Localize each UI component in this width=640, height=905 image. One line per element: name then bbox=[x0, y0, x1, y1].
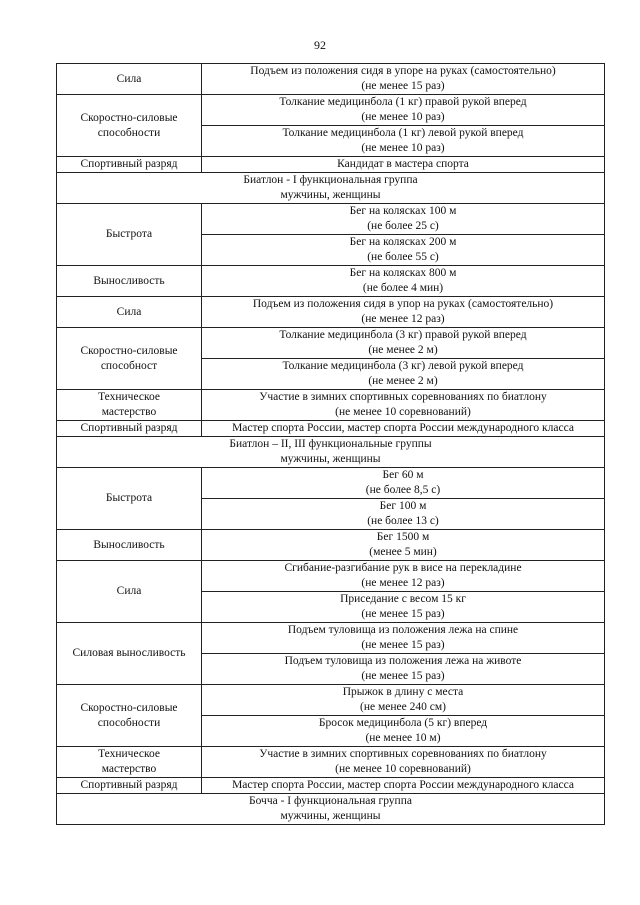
table-row bbox=[57, 266, 605, 297]
table-row bbox=[57, 685, 605, 716]
test-cell bbox=[202, 623, 605, 654]
test-cell bbox=[202, 266, 605, 297]
table-row bbox=[57, 778, 605, 794]
category-label: Техническое bbox=[98, 391, 160, 403]
table-row bbox=[57, 157, 605, 173]
test-name: Бег 1500 м bbox=[376, 531, 430, 543]
test-name: Бег 100 м bbox=[379, 500, 427, 512]
test-norm: (не менее 2 м) bbox=[368, 375, 438, 387]
category-label: Спортивный разряд bbox=[80, 422, 178, 434]
table-row bbox=[57, 64, 605, 95]
test-cell bbox=[202, 685, 605, 716]
test-name: Толкание медицинбола (1 кг) левой рукой вперед bbox=[282, 127, 524, 139]
section-header-line: Биатлон - I функциональная группа bbox=[243, 174, 418, 186]
category-cell bbox=[57, 328, 202, 390]
table-row bbox=[57, 623, 605, 654]
test-cell bbox=[202, 204, 605, 235]
category-cell bbox=[57, 530, 202, 561]
test-name: Участие в зимних спортивных соревнованиях по биатлону bbox=[259, 748, 547, 760]
test-norm: (не менее 12 раз) bbox=[361, 577, 445, 589]
table-row bbox=[57, 328, 605, 359]
test-norm: (не менее 240 см) bbox=[360, 701, 446, 713]
test-cell bbox=[202, 530, 605, 561]
category-cell bbox=[57, 561, 202, 623]
standards-table bbox=[56, 63, 605, 825]
category-label: Сила bbox=[116, 305, 142, 318]
standards-table-body bbox=[57, 64, 605, 825]
category-cell bbox=[57, 266, 202, 297]
category-label: Выносливость bbox=[93, 274, 165, 287]
test-name: Толкание медицинбола (3 кг) правой рукой вперед bbox=[279, 329, 527, 341]
section-header-row bbox=[57, 173, 605, 204]
category-cell bbox=[57, 204, 202, 266]
test-name: Кандидат в мастера спорта bbox=[337, 158, 469, 170]
table-row bbox=[57, 297, 605, 328]
category-cell bbox=[57, 778, 202, 794]
category-cell bbox=[57, 64, 202, 95]
category-cell bbox=[57, 685, 202, 747]
category-label: мастерство bbox=[101, 406, 157, 418]
table-row bbox=[57, 421, 605, 437]
table-row bbox=[57, 204, 605, 235]
test-name: Мастер спорта России, мастер спорта России международного класса bbox=[232, 779, 574, 791]
test-cell bbox=[202, 157, 605, 173]
table-row bbox=[57, 530, 605, 561]
test-cell bbox=[202, 654, 605, 685]
category-label: Выносливость bbox=[93, 538, 165, 551]
test-cell bbox=[202, 235, 605, 266]
test-norm: (не менее 10 раз) bbox=[361, 142, 445, 154]
test-cell bbox=[202, 499, 605, 530]
test-name: Подъем туловища из положения лежа на спине bbox=[287, 624, 519, 636]
test-norm: (не менее 15 раз) bbox=[361, 608, 445, 620]
section-header bbox=[57, 173, 605, 204]
test-name: Участие в зимних спортивных соревнованиях по биатлону bbox=[259, 391, 547, 403]
category-label: Сила bbox=[116, 72, 142, 85]
test-name: Сгибание-разгибание рук в висе на перекладине bbox=[284, 562, 522, 574]
category-cell bbox=[57, 468, 202, 530]
test-cell bbox=[202, 592, 605, 623]
test-name: Мастер спорта России, мастер спорта России международного класса bbox=[232, 422, 574, 434]
test-cell bbox=[202, 468, 605, 499]
test-name: Бег 60 м bbox=[382, 469, 424, 481]
test-norm: (не более 8,5 с) bbox=[365, 484, 441, 496]
category-label: Скоростно-силовые bbox=[80, 111, 178, 124]
test-norm: (не более 55 с) bbox=[367, 251, 439, 263]
test-name: Подъем туловища из положения лежа на животе bbox=[284, 655, 522, 667]
test-cell bbox=[202, 64, 605, 95]
test-name: Бросок медицинбола (5 кг) вперед bbox=[318, 717, 488, 729]
category-cell bbox=[57, 297, 202, 328]
test-cell bbox=[202, 421, 605, 437]
test-cell bbox=[202, 297, 605, 328]
test-name: Бег на колясках 100 м bbox=[349, 205, 457, 217]
test-cell bbox=[202, 328, 605, 359]
test-cell bbox=[202, 390, 605, 421]
category-label: способност bbox=[100, 359, 158, 372]
test-norm: (не более 25 с) bbox=[367, 220, 439, 232]
test-cell bbox=[202, 126, 605, 157]
test-cell bbox=[202, 561, 605, 592]
category-label: Быстрота bbox=[105, 492, 153, 504]
section-header-line: Бочча - I функциональная группа bbox=[249, 795, 412, 807]
category-cell bbox=[57, 421, 202, 437]
test-norm: (не менее 15 раз) bbox=[361, 639, 445, 651]
section-header-line: Биатлон – II, III функциональные группы bbox=[229, 438, 432, 450]
test-cell bbox=[202, 747, 605, 778]
test-name: Прыжок в длину с места bbox=[342, 686, 464, 698]
category-label: Скоростно-силовые bbox=[80, 701, 178, 714]
test-norm: (менее 5 мин) bbox=[369, 546, 437, 558]
test-cell bbox=[202, 778, 605, 794]
test-norm: (не менее 10 соревнований) bbox=[335, 763, 471, 775]
test-cell bbox=[202, 95, 605, 126]
category-label: Силовая выносливость bbox=[72, 647, 186, 659]
category-cell bbox=[57, 390, 202, 421]
test-name: Бег на колясках 200 м bbox=[349, 236, 457, 248]
section-header-line: мужчины, женщины bbox=[280, 453, 381, 465]
table-row bbox=[57, 468, 605, 499]
test-norm: (не более 4 мин) bbox=[362, 282, 444, 294]
category-label: Спортивный разряд bbox=[80, 158, 178, 170]
table-row bbox=[57, 95, 605, 126]
category-label: Сила bbox=[116, 585, 142, 597]
table-row bbox=[57, 747, 605, 778]
test-name: Приседание с весом 15 кг bbox=[340, 593, 466, 605]
test-cell bbox=[202, 359, 605, 390]
category-label: Скоростно-силовые bbox=[80, 344, 178, 357]
category-label: мастерство bbox=[101, 763, 157, 775]
test-norm: (не менее 15 раз) bbox=[361, 670, 445, 682]
category-label: Спортивный разряд bbox=[80, 779, 178, 791]
table-row bbox=[57, 390, 605, 421]
section-header-line: мужчины, женщины bbox=[280, 810, 381, 822]
section-header-line: мужчины, женщины bbox=[280, 189, 381, 201]
section-header-row bbox=[57, 437, 605, 468]
category-cell bbox=[57, 623, 202, 685]
category-cell bbox=[57, 157, 202, 173]
category-label: Быстрота bbox=[105, 228, 153, 240]
test-norm: (не менее 10 соревнований) bbox=[335, 406, 471, 418]
section-header-row bbox=[57, 794, 605, 825]
test-norm: (не менее 15 раз) bbox=[361, 80, 445, 92]
category-label: способности bbox=[97, 716, 161, 729]
test-name: Толкание медицинбола (3 кг) левой рукой вперед bbox=[282, 360, 524, 372]
test-norm: (не менее 12 раз) bbox=[361, 313, 445, 325]
category-cell bbox=[57, 747, 202, 778]
category-label: Техническое bbox=[98, 748, 160, 760]
test-name: Подъем из положения сидя в упоре на руках (самостоятельно) bbox=[250, 65, 556, 77]
section-header bbox=[57, 437, 605, 468]
section-header bbox=[57, 794, 605, 825]
test-norm: (не менее 10 м) bbox=[365, 732, 441, 744]
test-name: Толкание медицинбола (1 кг) правой рукой вперед bbox=[279, 96, 527, 108]
category-label: способности bbox=[97, 126, 161, 139]
table-row bbox=[57, 561, 605, 592]
test-name: Подъем из положения сидя в упор на руках (самостоятельно) bbox=[252, 298, 554, 310]
test-norm: (не более 13 с) bbox=[367, 515, 439, 527]
test-cell bbox=[202, 716, 605, 747]
test-name: Бег на колясках 800 м bbox=[349, 267, 457, 279]
test-norm: (не менее 10 раз) bbox=[361, 111, 445, 123]
page-number: 92 bbox=[314, 38, 326, 52]
category-cell bbox=[57, 95, 202, 157]
test-norm: (не менее 2 м) bbox=[368, 344, 438, 356]
